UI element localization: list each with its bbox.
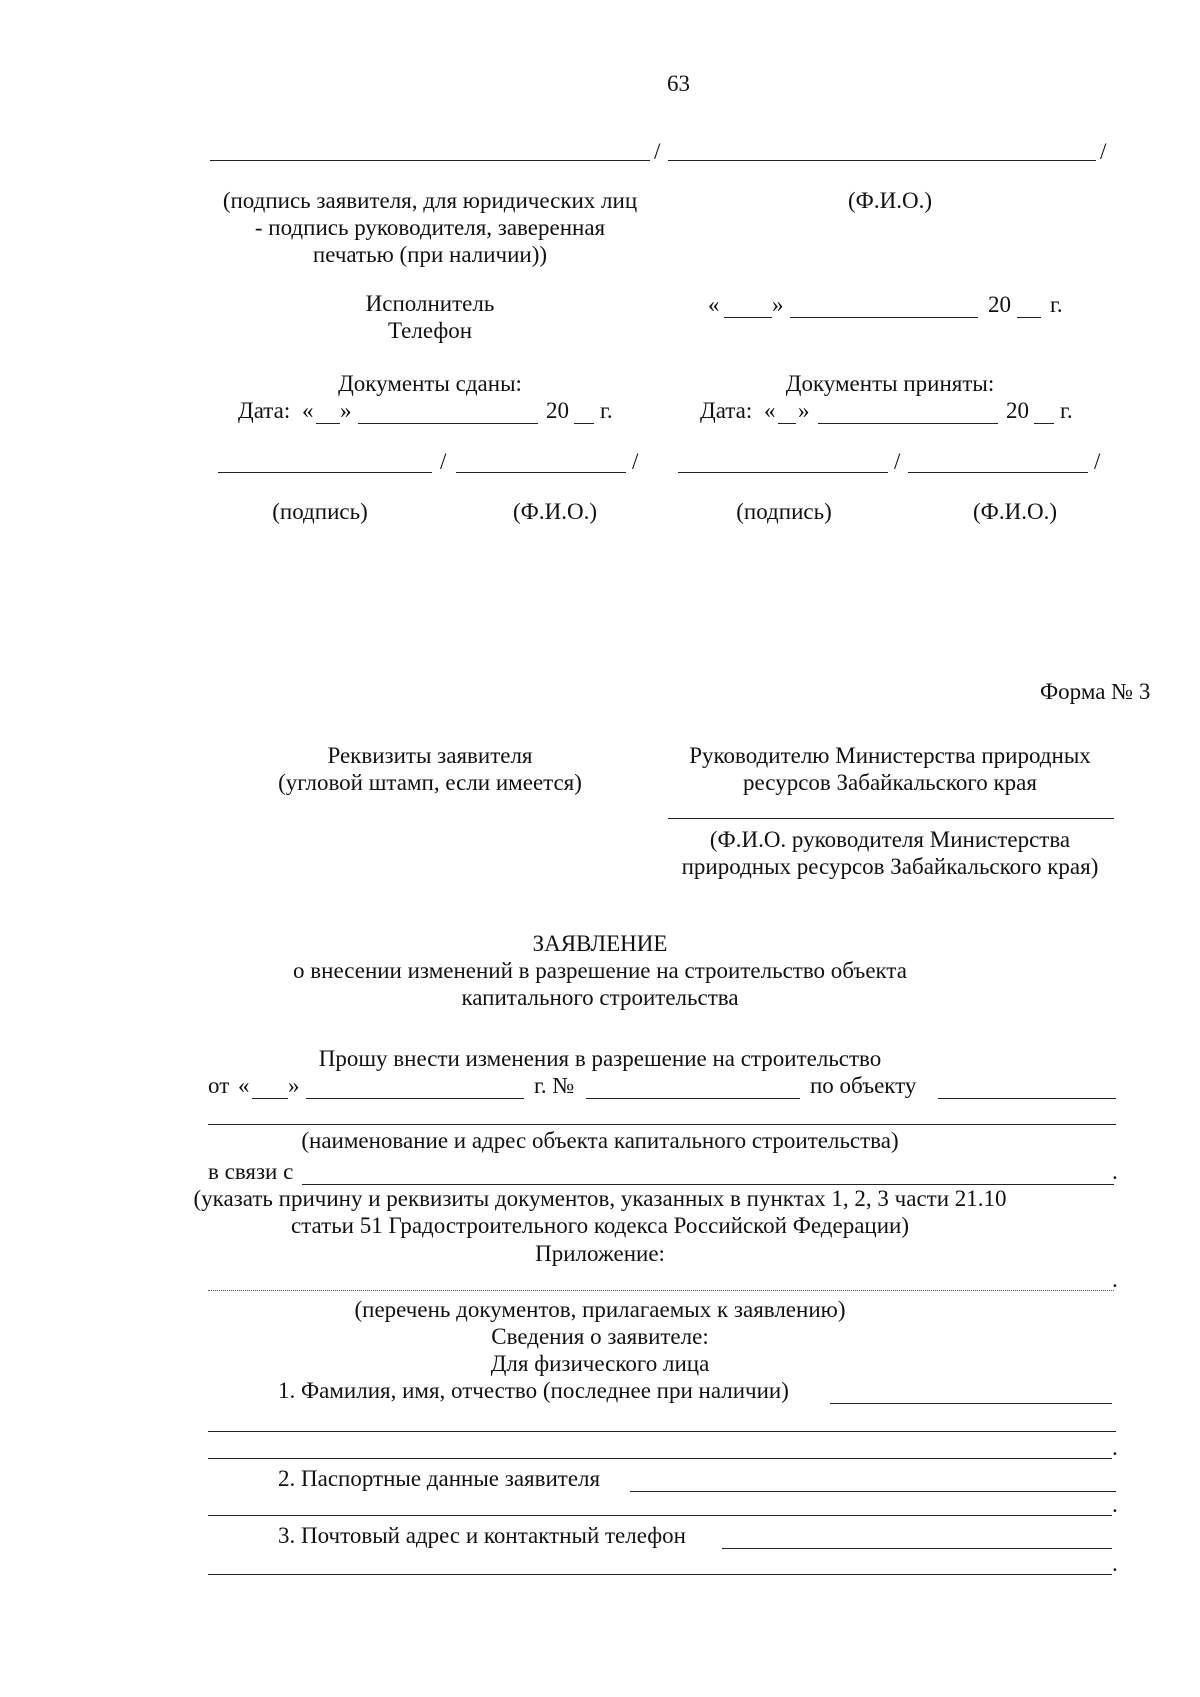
year-suffix: г.	[1050, 292, 1063, 317]
period: .	[1112, 1492, 1118, 1517]
accepted-signature-line[interactable]	[678, 472, 888, 473]
month-field[interactable]	[790, 317, 978, 318]
form-subtitle: о внесении изменений в разрешение на строительство объекта капитального строительства	[293, 958, 907, 1010]
documents-submitted-title: Документы сданы:	[338, 371, 522, 396]
slash: /	[1094, 449, 1101, 474]
passport-field[interactable]	[630, 1491, 1116, 1492]
passport-line-2[interactable]	[208, 1515, 1112, 1516]
year-suffix: г.	[1060, 398, 1073, 423]
fio-caption: (Ф.И.О.)	[513, 499, 597, 524]
applicant-info-title: Сведения о заявителе:	[491, 1324, 709, 1349]
date-label: Дата:	[700, 398, 753, 423]
slash: /	[632, 449, 639, 474]
reason-caption: (указать причину и реквизиты документов, указанных в пунктах 1, 2, 3 части 21.10 статьи 51 Градостроительного кодекса Российской Федерации)	[193, 1186, 1007, 1238]
applicant-requisites: Реквизиты заявителя (угловой штамп, если имеется)	[278, 743, 582, 795]
field-passport-label: 2. Паспортные данные заявителя	[278, 1466, 601, 1491]
number-label: г. №	[534, 1073, 575, 1098]
year-field[interactable]	[574, 423, 594, 424]
attachment-caption: (перечень документов, прилагаемых к заявлению)	[354, 1297, 846, 1322]
attachment-label: Приложение:	[535, 1241, 665, 1266]
date-open-quote: «	[708, 292, 720, 317]
submitted-fio-line[interactable]	[456, 472, 626, 473]
executor-block: Исполнитель Телефон	[365, 291, 495, 343]
date-open-quote: «	[302, 398, 314, 423]
object-field[interactable]	[938, 1098, 1116, 1099]
slash: /	[1100, 139, 1107, 164]
from-label: от	[208, 1073, 230, 1098]
addressee-fio-line[interactable]	[668, 818, 1114, 819]
slash: /	[654, 139, 661, 164]
field-full-name-label: 1. Фамилия, имя, отчество (последнее при наличии)	[278, 1378, 789, 1403]
full-name-line-2[interactable]	[208, 1431, 1116, 1432]
addressee-caption: (Ф.И.О. руководителя Министерства природных ресурсов Забайкальского края)	[681, 827, 1099, 879]
day-field[interactable]	[316, 423, 340, 424]
full-name-line-3[interactable]	[208, 1458, 1112, 1459]
submitted-signature-line[interactable]	[218, 472, 432, 473]
object-label: по объекту	[810, 1073, 917, 1098]
request-line: Прошу внести изменения в разрешение на строительство	[318, 1046, 882, 1071]
fio-caption: (Ф.И.О.)	[848, 188, 932, 213]
accepted-fio-line[interactable]	[908, 472, 1088, 473]
slash: /	[894, 449, 901, 474]
signature-caption: (подпись)	[272, 499, 368, 524]
year-field[interactable]	[1017, 317, 1041, 318]
year-prefix: 20	[1006, 398, 1029, 423]
date-close-quote: »	[288, 1073, 300, 1098]
applicant-signature-caption: (подпись заявителя, для юридических лиц - подпись руководителя, заверенная печатью (при наличии))	[222, 188, 638, 267]
form-title: ЗАЯВЛЕНИЕ	[532, 931, 668, 956]
fio-caption: (Ф.И.О.)	[973, 499, 1057, 524]
date-open-quote: «	[238, 1073, 250, 1098]
address-field[interactable]	[722, 1548, 1112, 1549]
date-open-quote: «	[764, 398, 776, 423]
applicant-fio-line[interactable]	[668, 160, 1096, 161]
documents-accepted-title: Документы приняты:	[785, 371, 995, 396]
year-prefix: 20	[988, 292, 1011, 317]
permit-day-field[interactable]	[252, 1098, 288, 1099]
permit-number-field[interactable]	[586, 1098, 800, 1099]
address-line-2[interactable]	[208, 1574, 1112, 1575]
individual-title: Для физического лица	[490, 1351, 710, 1376]
permit-date-field[interactable]	[306, 1098, 524, 1099]
slash: /	[440, 449, 447, 474]
full-name-field[interactable]	[830, 1403, 1112, 1404]
signature-caption: (подпись)	[736, 499, 832, 524]
day-field[interactable]	[778, 423, 796, 424]
reason-label: в связи с	[208, 1159, 294, 1184]
period: .	[1112, 1267, 1118, 1292]
date-close-quote: »	[798, 398, 810, 423]
object-name-line[interactable]	[208, 1124, 1116, 1125]
year-prefix: 20	[546, 398, 569, 423]
month-field[interactable]	[358, 423, 538, 424]
attachment-field[interactable]	[208, 1290, 1114, 1291]
day-field[interactable]	[724, 317, 772, 318]
period: .	[1112, 1435, 1118, 1460]
field-address-label: 3. Почтовый адрес и контактный телефон	[278, 1523, 686, 1548]
addressee: Руководителю Министерства природных ресурсов Забайкальского края	[689, 743, 1091, 795]
date-label: Дата:	[238, 398, 291, 423]
form-number: Форма № 3	[1040, 679, 1151, 704]
period: .	[1112, 1159, 1118, 1184]
page-number: 63	[667, 71, 690, 96]
month-field[interactable]	[818, 423, 998, 424]
object-caption: (наименование и адрес объекта капитального строительства)	[301, 1128, 899, 1153]
period: .	[1112, 1551, 1118, 1576]
year-suffix: г.	[600, 398, 613, 423]
year-field[interactable]	[1034, 423, 1054, 424]
applicant-signature-line[interactable]	[210, 160, 650, 161]
date-close-quote: »	[772, 292, 784, 317]
date-close-quote: »	[340, 398, 352, 423]
